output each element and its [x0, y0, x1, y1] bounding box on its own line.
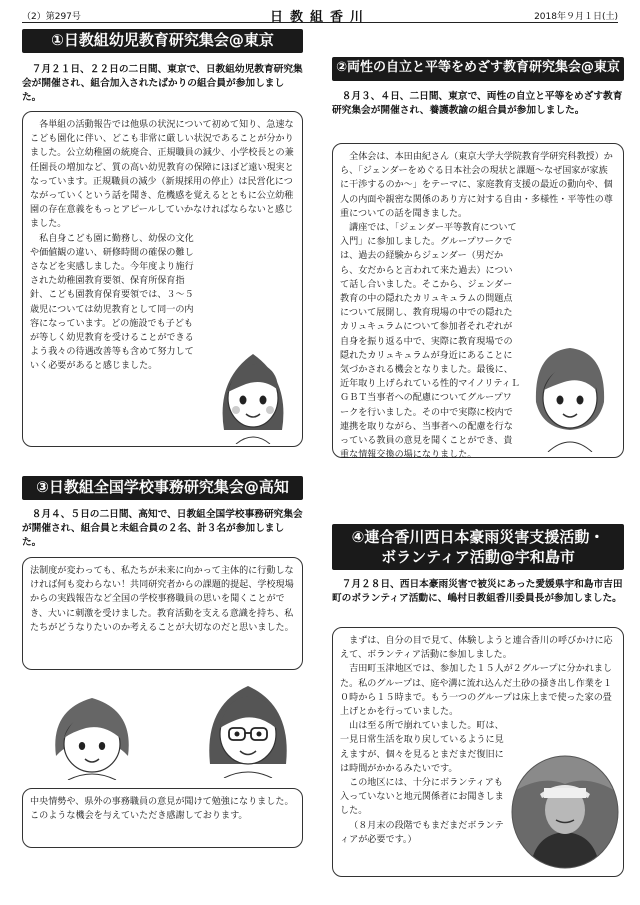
section1-lead: ７月２１日、２２日の二日間、東京で、日教組幼児教育研究集会が開催され、組合加入されたばかりの組合員が参加しました。 [22, 64, 303, 103]
section2-paragraph: 講座では、「ジェンダー平等教育について 入門」に参加しました。グループワークでは、過去の経験からジェンダー（男だから、女だからと言われて来た過去）について話し合いました。そこから、ジェンダー教育の中の隠れたカリュキュラムの問題点について展開し、教育現場の中での隠れたカリュキュラムについて参加者それぞれが自身を振り返る中で、実際に教育現場での隠れたカリュキュラムが身近にあることに気づかされる機会となりました。最後に、近年取り上げられている性的マイノリティＬＧＢＴ当事者への配慮についてグループワークを行いました。その中で実際に校内で連携を取りながら、当事者への配慮を行なっている教員の意見を聞くことができ、貴重な情報交換の場になりました。 [340, 223, 526, 461]
issue-date: 2018年９月１日(土) [534, 12, 618, 22]
girl-illustration-icon [520, 332, 620, 452]
section4-title-line1: ④連合香川西日本豪雨災害支援活動・ [351, 528, 605, 546]
section1-title: ①日教組幼児教育研究集会@東京 [22, 29, 303, 53]
section4-paragraph: この地区には、十分にボランティアも入っていないと地元関係者にお聞きしました。 [340, 778, 504, 817]
section4-paragraph: 山は至る所で崩れていました。町は、一見日常生活を取り戻しているように見えますが、個々を見るとまだまだ復旧には時間がかかるみたいです。 [340, 721, 504, 774]
section3-paragraph: 中央情勢や、県外の事務職員の意見が聞けて勉強になりました。このような機会を与えていただき感謝しております。 [30, 797, 294, 822]
section4-lead: ７月２８日、西日本豪雨災害で被災にあった愛媛県宇和島市吉田町のボランティア活動に、嶋村日教組香川委員長が参加しました。 [332, 579, 623, 604]
section3-lead: ８月４、５日の二日間、高知で、日教組全国学校事務研究集会が開催され、組合員と未組合員の２名、計３名が参加しました。 [22, 509, 303, 548]
volunteer-photo [510, 754, 620, 870]
section3-report-box-1 [22, 557, 303, 670]
section3-paragraph: 法制度が変わっても、私たちが未来に向かって主体的に行動しなければ何も変わらない！共同研究者からの課題的提起、学校現場からの実践報告など全国の学校事務職員の思いを聞くことができ、大いに刺激を受けました。教育活動を支える意識を持ち、私たちがどうなりたいのか考えることが大切なのだと思いました。 [30, 566, 294, 633]
woman-illustration-icon [40, 682, 144, 780]
section3-title: ③日教組全国学校事務研究集会@高知 [22, 476, 303, 500]
section2-lead: ８月３、４日、二日間、東京で、両性の自立と平等をめざす教育研究集会が開催され、養護教諭の組合員が参加しました。 [332, 91, 623, 116]
newsletter-title: 日教組香川 [269, 10, 370, 25]
section1-paragraph: 私自身こども園に勤務し、幼保の文化や価値観の違い、研修時間の確保の難しさなどを実感しました。今年度より施行された幼稚園教育要領、保育所保育指針、こども園教育保育要領では、３～５歳児については幼児教育として同一の内容になっています。どの施設でも子どもが等しく幼児教育を受けることができるよう我々の待遇改善等も含めて努力していく必要があると感じました。 [30, 233, 194, 372]
woman-with-glasses-illustration-icon [196, 672, 300, 778]
section2-paragraph: 全体会は、本田由紀さん（東京大学大学院教育学研究科教授）から、「ジェンダーをめぐる日本社会の現状と課題～なぜ国家が家族に干渉するのか～」をテーマに、家庭教育支援の最近の動向や、個人の内面や親密な関係のあり方に対する自由・多様性・平等性の尊重についての話を聞きました。 [340, 152, 613, 219]
section3-report-box-2 [22, 788, 303, 848]
woman-illustration-icon [206, 340, 300, 444]
section1-paragraph: 各単組の活動報告では他県の状況について初めて知り、急速なこども園化に伴い、どこも非常に厳しい状況であることが分かりました。公立幼稚園の統廃合、正規職員の減少、小学校長との兼任園長の増加など、質の高い幼児教育の保障にほぼど遠い現実となっています。正規職員の減少（新規採用の停止）は民営化につながっていくという話を聞き、危機感を覚えるとともに公立幼稚園の存在意義をもっとアピールしていかなければならないと感じました。 [30, 120, 294, 230]
section2-title: ②両性の自立と平等をめざす教育研究集会@東京 [332, 57, 624, 81]
section4-paragraph: まずは、自分の目で見て、体験しようと連合香川の呼びかけに応えて、ボランティア活動に参加しました。 [340, 636, 613, 661]
section4-paragraph: （８月末の段階でもまだまだボランティアが必要です。） [340, 820, 504, 845]
issue-number: （2）第297号 [22, 12, 81, 22]
page-header [22, 6, 618, 23]
section4-title-line2: ボランティア活動@宇和島市 [381, 548, 575, 566]
section4-title [332, 524, 624, 570]
section4-paragraph: 吉田町玉津地区では、参加した１５人が２グループに分かれました。私のグループは、庭や溝に流れ込んだ土砂の掻き出し作業を１０時から１５時まで。もう一つのグループは床上まで使った家の畳上げとかを行っていました。 [340, 664, 613, 718]
